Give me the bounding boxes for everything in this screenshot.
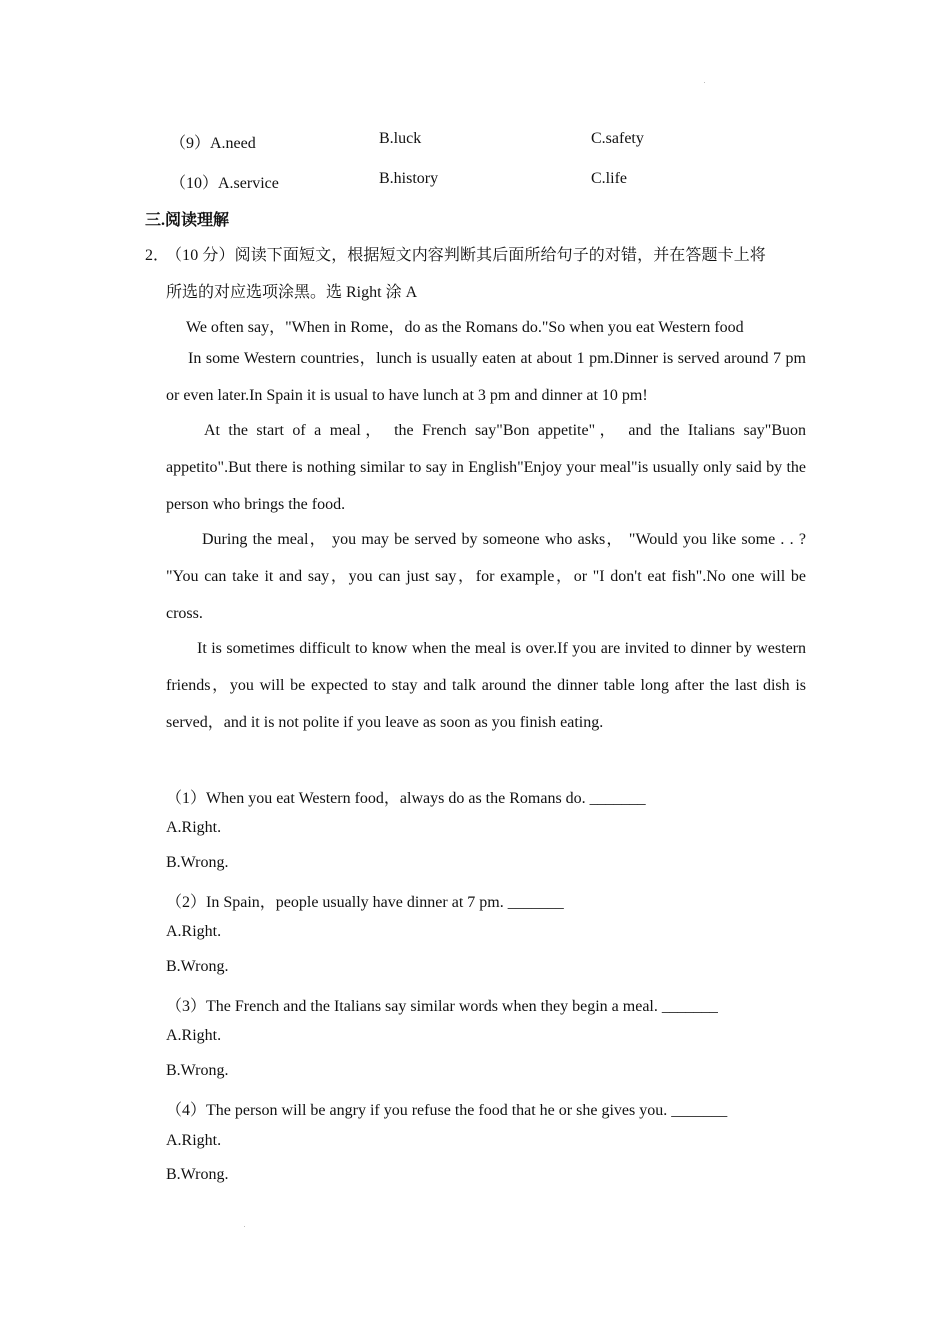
item-4-option-b[interactable]: B.Wrong. bbox=[166, 1166, 229, 1183]
option-9-a: （9）A.need bbox=[170, 135, 256, 152]
passage-paragraph-2 bbox=[166, 340, 806, 414]
item-2-question: （2）In Spain，people usually have dinner at 7 pm. _______ bbox=[166, 894, 564, 911]
item-3-question: （3）The French and the Italians say similar words when they begin a meal. _______ bbox=[166, 998, 718, 1015]
item-2-option-b[interactable]: B.Wrong. bbox=[166, 958, 229, 975]
passage-paragraph-1: We often say，"When in Rome，do as the Romans do."So when you eat Western food bbox=[186, 319, 744, 336]
question-instruction-line2: 所选的对应选项涂黑。选 Right 涂 A bbox=[166, 284, 418, 301]
option-9-b: B.luck bbox=[379, 130, 422, 147]
question-instruction-line1: （10 分）阅读下面短文，根据短文内容判断其后面所给句子的对错，并在答题卡上将 bbox=[166, 247, 766, 264]
item-1-option-b[interactable]: B.Wrong. bbox=[166, 854, 229, 871]
item-1-option-a[interactable]: A.Right. bbox=[166, 819, 222, 836]
passage-paragraph-3-text: At the start of a meal， the French say"Bon appetite"， and the Italians say"Buon appetito".But there is nothing similar to say in English"Enjoy your meal"is usually only said by the person who brings the food. bbox=[166, 422, 806, 513]
item-4-option-a[interactable]: A.Right. bbox=[166, 1132, 222, 1149]
passage-paragraph-5 bbox=[166, 630, 806, 741]
item-3-option-b[interactable]: B.Wrong. bbox=[166, 1062, 229, 1079]
passage-paragraph-4 bbox=[166, 521, 806, 632]
section-title: 三.阅读理解 bbox=[145, 212, 230, 229]
passage-paragraph-3 bbox=[166, 412, 806, 523]
passage-paragraph-4-text: During the meal， you may be served by someone who asks， "Would you like some . . ? "You can take it and say，you can just say，for example，or "I don't eat fish".No one will be cross. bbox=[166, 531, 806, 622]
passage-paragraph-5-text: It is sometimes difficult to know when the meal is over.If you are invited to dinner by western friends，you will be expected to stay and talk around the dinner table long after the last dish is served，and it is not polite if you leave as soon as you finish eating. bbox=[166, 640, 806, 731]
option-10-c: C.life bbox=[591, 170, 627, 187]
item-2-option-a[interactable]: A.Right. bbox=[166, 923, 222, 940]
question-number: 2． bbox=[145, 247, 170, 264]
header-dot-mark bbox=[704, 82, 705, 83]
item-4-question: （4）The person will be angry if you refuse the food that he or she gives you. _______ bbox=[166, 1102, 728, 1119]
footer-dot-mark bbox=[244, 1226, 245, 1227]
option-9-c: C.safety bbox=[591, 130, 644, 147]
item-3-option-a[interactable]: A.Right. bbox=[166, 1027, 222, 1044]
passage-paragraph-2-text: In some Western countries，lunch is usually eaten at about 1 pm.Dinner is served around 7 pm or even later.In Spain it is usual to have lunch at 3 pm and dinner at 10 pm! bbox=[166, 350, 806, 404]
item-1-question: （1）When you eat Western food，always do as the Romans do. _______ bbox=[166, 790, 646, 807]
option-10-a: （10）A.service bbox=[170, 175, 279, 192]
option-10-b: B.history bbox=[379, 170, 439, 187]
